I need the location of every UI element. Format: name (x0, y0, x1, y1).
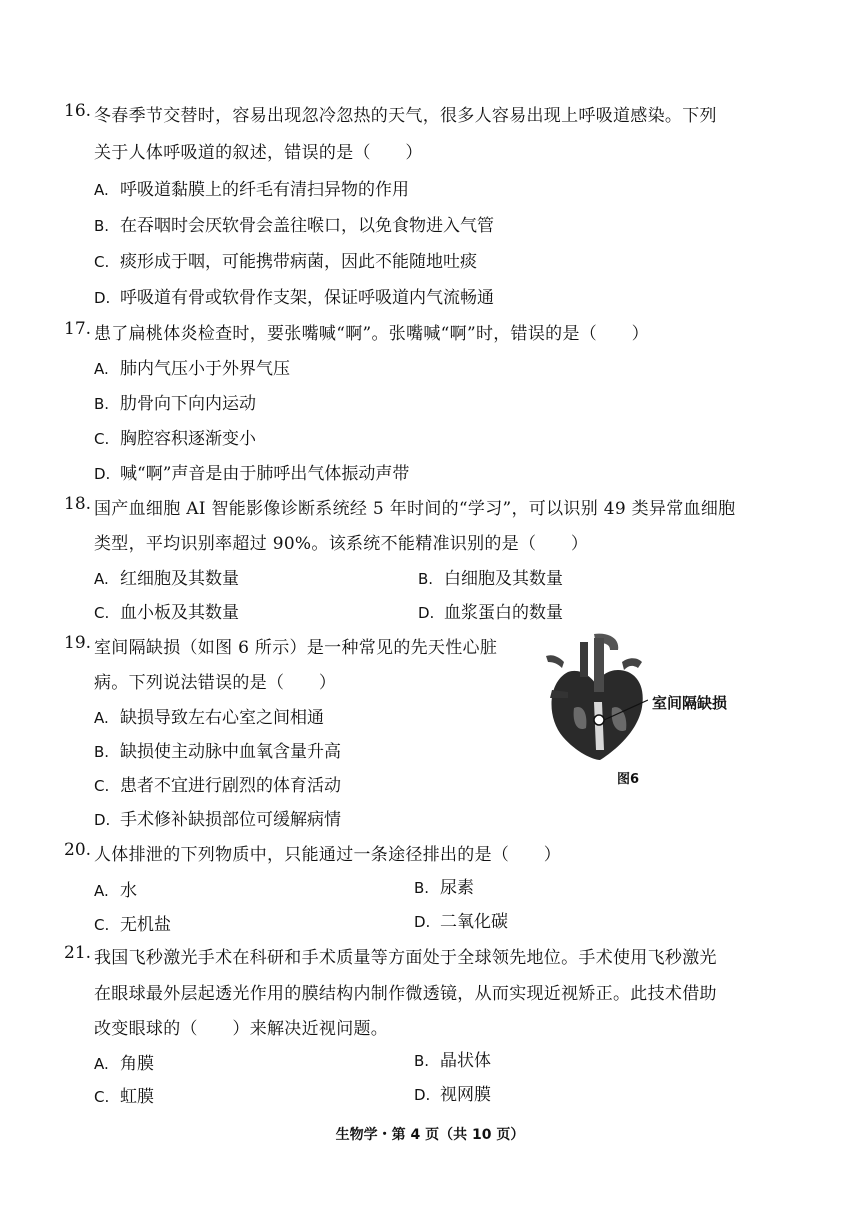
question-stem-line: 人体排泄的下列物质中，只能通过一条途径排出的是（ ） (94, 845, 562, 865)
option-19-a: A. 缺损导致左右心室之间相通 (94, 708, 324, 728)
question-number: 20. (64, 840, 92, 860)
question-number: 18. (64, 494, 92, 514)
option-16-a: A. 呼吸道黏膜上的纤毛有清扫异物的作用 (94, 180, 409, 200)
question-stem-line: 类型，平均识别率超过 90%。该系统不能精准识别的是（ ） (94, 534, 589, 554)
option-16-c: C. 痰形成于咽，可能携带病菌，因此不能随地吐痰 (94, 252, 477, 272)
question-stem-line: 关于人体呼吸道的叙述，错误的是（ ） (94, 143, 423, 163)
option-21-d: D. 视网膜 (414, 1085, 491, 1105)
option-20-d: D. 二氧化碳 (414, 912, 508, 932)
question-stem-line: 在眼球最外层起透光作用的膜结构内制作微透镜，从而实现近视矫正。此技术借助 (94, 984, 717, 1004)
question-stem-line: 我国飞秒激光手术在科研和手术质量等方面处于全球领先地位。手术使用飞秒激光 (94, 948, 717, 968)
question-stem-line: 改变眼球的（ ）来解决近视问题。 (94, 1019, 389, 1039)
option-18-a: A. 红细胞及其数量 (94, 569, 239, 589)
option-21-b: B. 晶状体 (414, 1051, 491, 1071)
option-17-b: B. 肋骨向下向内运动 (94, 394, 256, 414)
option-16-b: B. 在吞咽时会厌软骨会盖往喉口，以免食物进入气管 (94, 216, 494, 236)
heart-diagram-icon (538, 632, 648, 762)
question-number: 21. (64, 943, 92, 963)
option-20-b: B. 尿素 (414, 878, 474, 898)
page-footer: 生物学・第 4 页（共 10 页） (335, 1127, 525, 1143)
option-19-c: C. 患者不宜进行剧烈的体育活动 (94, 776, 341, 796)
option-18-b: B. 白细胞及其数量 (418, 569, 563, 589)
option-16-d: D. 呼吸道有骨或软骨作支架，保证呼吸道内气流畅通 (94, 288, 494, 308)
option-21-c: C. 虹膜 (94, 1087, 154, 1107)
figure-caption: 图6 (617, 772, 640, 787)
question-number: 17. (64, 319, 92, 339)
question-stem-line: 病。下列说法错误的是（ ） (94, 673, 337, 693)
option-19-b: B. 缺损使主动脉中血氧含量升高 (94, 742, 341, 762)
option-17-c: C. 胸腔容积逐渐变小 (94, 429, 256, 449)
question-number: 19. (64, 633, 92, 653)
option-18-d: D. 血浆蛋白的数量 (418, 603, 563, 623)
question-stem-line: 患了扁桃体炎检查时，要张嘴喊“啊”。张嘴喊“啊”时，错误的是（ ） (94, 324, 649, 344)
figure-label: 室间隔缺损 (652, 694, 728, 712)
question-number: 16. (64, 101, 92, 121)
option-17-a: A. 肺内气压小于外界气压 (94, 359, 290, 379)
option-19-d: D. 手术修补缺损部位可缓解病情 (94, 810, 341, 830)
question-stem-line: 冬春季节交替时，容易出现忽冷忽热的天气，很多人容易出现上呼吸道感染。下列 (94, 106, 717, 126)
option-20-c: C. 无机盐 (94, 915, 171, 935)
option-20-a: A. 水 (94, 881, 137, 901)
question-stem-line: 国产血细胞 AI 智能影像诊断系统经 5 年时间的“学习”，可以识别 49 类异常血细胞 (94, 499, 736, 519)
option-17-d: D. 喊“啊”声音是由于肺呼出气体振动声带 (94, 464, 410, 484)
question-stem-line: 室间隔缺损（如图 6 所示）是一种常见的先天性心脏 (94, 638, 498, 658)
option-18-c: C. 血小板及其数量 (94, 603, 239, 623)
option-21-a: A. 角膜 (94, 1054, 154, 1074)
